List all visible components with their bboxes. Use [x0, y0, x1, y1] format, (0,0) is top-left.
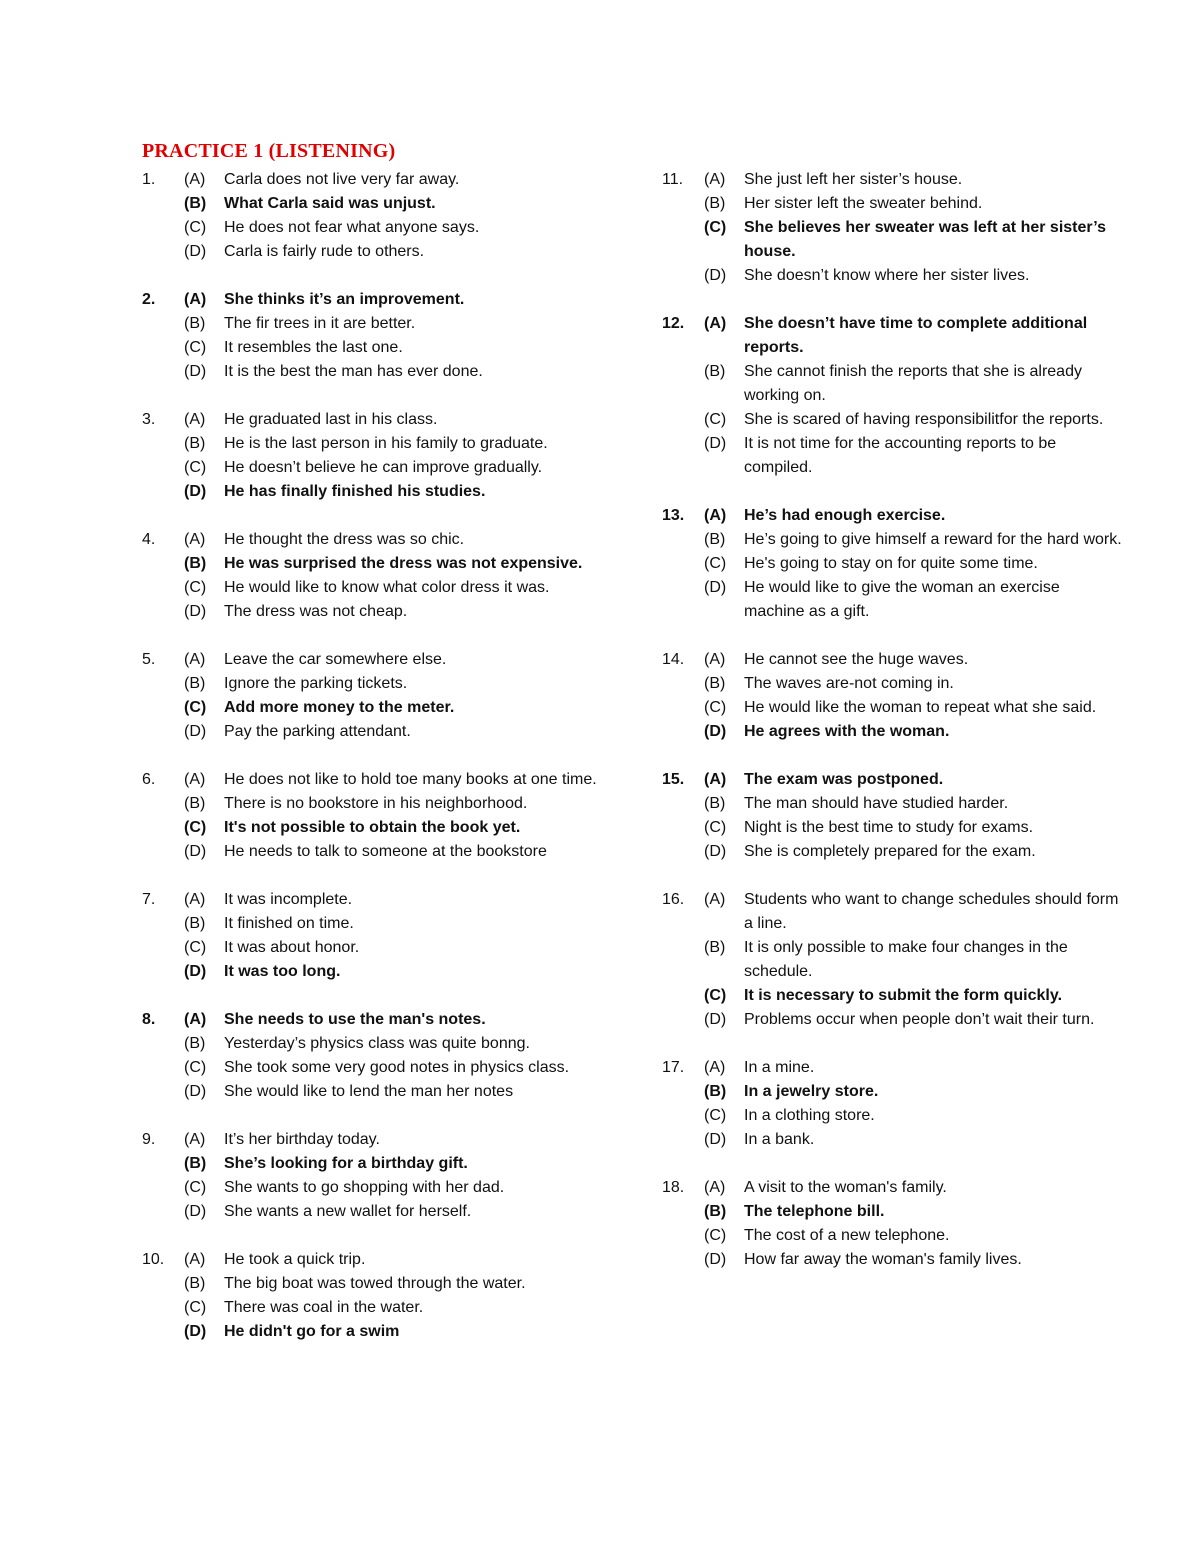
- option-text: How far away the woman's family lives.: [744, 1251, 1022, 1268]
- option-letter: (C): [184, 1059, 207, 1076]
- answer-option: [662, 192, 1122, 216]
- option-text: It’s her birthday today.: [224, 1131, 380, 1148]
- option-text: He’s had enough exercise.: [744, 507, 946, 524]
- option-text: He agrees with the woman.: [744, 723, 950, 740]
- answer-option: [142, 216, 612, 240]
- option-text: She’s looking for a birthday gift.: [224, 1155, 468, 1172]
- question-5: [142, 648, 612, 744]
- option-letter: (B): [704, 939, 726, 956]
- option-text: It was incomplete.: [224, 891, 353, 908]
- option-text: The cost of a new telephone.: [744, 1227, 950, 1244]
- option-letter: (C): [184, 819, 207, 836]
- option-letter: (D): [184, 483, 207, 500]
- option-text: He does not fear what anyone says.: [224, 219, 480, 236]
- option-text: It is only possible to make four changes in the schedule.: [744, 939, 1068, 980]
- answer-option: [662, 168, 1122, 192]
- question-7: [142, 888, 612, 984]
- option-text: Problems occur when people don’t wait their turn.: [744, 1011, 1095, 1028]
- option-text: Her sister left the sweater behind.: [744, 195, 983, 212]
- answer-option-correct: [142, 1008, 612, 1032]
- question-number: 11.: [662, 171, 684, 188]
- option-text: There was coal in the water.: [224, 1299, 424, 1316]
- answer-option-correct: [662, 720, 1122, 744]
- option-text: It finished on time.: [224, 915, 354, 932]
- option-letter: (D): [184, 363, 207, 380]
- answer-option-correct: [142, 816, 612, 840]
- option-text: In a bank.: [744, 1131, 815, 1148]
- answer-option: [142, 912, 612, 936]
- option-text: She just left her sister’s house.: [744, 171, 963, 188]
- option-text: Leave the car somewhere else.: [224, 651, 447, 668]
- option-letter: (D): [184, 963, 207, 980]
- answer-option: [142, 240, 612, 264]
- question-number: 10.: [142, 1251, 165, 1268]
- option-letter: (D): [184, 603, 207, 620]
- option-letter: (A): [704, 507, 727, 524]
- answer-option: [662, 408, 1122, 432]
- option-letter: (D): [184, 843, 207, 860]
- answer-option: [662, 672, 1122, 696]
- answer-option: [142, 168, 612, 192]
- answer-option: [662, 1176, 1122, 1200]
- option-letter: (A): [184, 651, 206, 668]
- answer-option: [142, 360, 612, 384]
- option-text: It is the best the man has ever done.: [224, 363, 483, 380]
- answer-option: [142, 600, 612, 624]
- option-text: The dress was not cheap.: [224, 603, 408, 620]
- option-text: Pay the parking attendant.: [224, 723, 411, 740]
- option-letter: (B): [184, 315, 206, 332]
- page-title: PRACTICE 1 (LISTENING): [142, 140, 396, 162]
- option-letter: (D): [184, 1083, 207, 1100]
- option-text: It resembles the last one.: [224, 339, 403, 356]
- answer-option-correct: [662, 504, 1122, 528]
- option-text: She took some very good notes in physics class.: [224, 1059, 570, 1076]
- answer-option: [662, 696, 1122, 720]
- option-text: He cannot see the huge waves.: [744, 651, 969, 668]
- question-11: [662, 168, 1122, 288]
- option-text: She wants a new wallet for herself.: [224, 1203, 472, 1220]
- option-text: What Carla said was unjust.: [224, 195, 436, 212]
- question-number: 4.: [142, 531, 156, 548]
- option-letter: (A): [704, 1059, 726, 1076]
- option-letter: (A): [184, 411, 206, 428]
- option-letter: (B): [184, 1275, 206, 1292]
- left-column: [142, 168, 612, 1368]
- option-text: She is completely prepared for the exam.: [744, 843, 1036, 860]
- option-letter: (B): [184, 555, 207, 572]
- question-4: [142, 528, 612, 624]
- answer-option: [662, 1008, 1122, 1032]
- question-15: [662, 768, 1122, 864]
- option-text: He’s going to give himself a reward for the hard work.: [744, 531, 1122, 548]
- option-letter: (B): [184, 915, 206, 932]
- answer-option-correct: [662, 1080, 1122, 1104]
- option-text: He graduated last in his class.: [224, 411, 438, 428]
- option-text: He was surprised the dress was not expensive.: [224, 555, 583, 572]
- option-letter: (C): [184, 699, 207, 716]
- option-text: In a clothing store.: [744, 1107, 875, 1124]
- answer-option: [662, 840, 1122, 864]
- option-letter: (B): [184, 675, 206, 692]
- answer-option-correct: [662, 768, 1122, 792]
- answer-option: [662, 360, 1122, 408]
- answer-option: [662, 552, 1122, 576]
- answer-option: [142, 1176, 612, 1200]
- option-text: Ignore the parking tickets.: [224, 675, 408, 692]
- option-text: The waves are-not coming in.: [744, 675, 954, 692]
- right-column: [662, 168, 1122, 1296]
- option-letter: (A): [184, 1011, 207, 1028]
- option-text: A visit to the woman's family.: [744, 1179, 947, 1196]
- question-number: 8.: [142, 1011, 156, 1028]
- option-letter: (B): [704, 675, 726, 692]
- question-3: [142, 408, 612, 504]
- option-text: The exam was postponed.: [744, 771, 944, 788]
- option-text: She doesn’t have time to complete additional reports.: [744, 315, 1088, 356]
- option-text: Carla does not live very far away.: [224, 171, 460, 188]
- option-letter: (B): [184, 195, 207, 212]
- answer-option: [142, 720, 612, 744]
- question-1: [142, 168, 612, 264]
- answer-option: [142, 312, 612, 336]
- option-letter: (A): [704, 771, 727, 788]
- option-text: The fir trees in it are better.: [224, 315, 416, 332]
- option-text: She doesn’t know where her sister lives.: [744, 267, 1030, 284]
- option-text: She thinks it’s an improvement.: [224, 291, 465, 308]
- option-letter: (C): [704, 699, 727, 716]
- answer-option-correct: [142, 192, 612, 216]
- option-letter: (D): [704, 1011, 727, 1028]
- option-letter: (B): [704, 1203, 727, 1220]
- answer-option: [142, 792, 612, 816]
- question-number: 12.: [662, 315, 685, 332]
- answer-option: [662, 528, 1122, 552]
- answer-option: [662, 264, 1122, 288]
- answer-option: [142, 576, 612, 600]
- answer-option: [142, 1032, 612, 1056]
- option-letter: (C): [704, 1227, 727, 1244]
- option-letter: (C): [704, 819, 727, 836]
- option-letter: (A): [704, 315, 727, 332]
- option-text: Carla is fairly rude to others.: [224, 243, 425, 260]
- option-letter: (D): [704, 1131, 727, 1148]
- option-text: It is necessary to submit the form quickly.: [744, 987, 1063, 1004]
- option-text: There is no bookstore in his neighborhood.: [224, 795, 528, 812]
- option-letter: (A): [184, 1251, 206, 1268]
- option-text: Yesterday’s physics class was quite bonng.: [224, 1035, 530, 1052]
- option-letter: (C): [184, 1299, 207, 1316]
- option-letter: (A): [184, 531, 206, 548]
- option-text: It was too long.: [224, 963, 341, 980]
- question-2: [142, 288, 612, 384]
- answer-option: [662, 936, 1122, 984]
- option-text: He is the last person in his family to graduate.: [224, 435, 548, 452]
- option-letter: (A): [704, 1179, 726, 1196]
- answer-option: [662, 1224, 1122, 1248]
- answer-option: [142, 1056, 612, 1080]
- option-letter: (D): [704, 843, 727, 860]
- answer-option-correct: [142, 288, 612, 312]
- answer-option: [662, 888, 1122, 936]
- question-number: 18.: [662, 1179, 685, 1196]
- option-text: In a jewelry store.: [744, 1083, 879, 1100]
- question-6: [142, 768, 612, 864]
- option-letter: (C): [184, 579, 207, 596]
- option-text: In a mine.: [744, 1059, 815, 1076]
- option-letter: (A): [184, 891, 206, 908]
- option-letter: (B): [704, 195, 726, 212]
- option-letter: (A): [704, 651, 726, 668]
- question-10: [142, 1248, 612, 1344]
- question-number: 17.: [662, 1059, 685, 1076]
- option-text: She would like to lend the man her notes: [224, 1083, 514, 1100]
- answer-option: [142, 936, 612, 960]
- answer-option-correct: [142, 960, 612, 984]
- answer-option: [142, 1080, 612, 1104]
- answer-option: [142, 768, 612, 792]
- answer-option-correct: [142, 480, 612, 504]
- option-letter: (B): [184, 795, 206, 812]
- answer-option: [142, 1248, 612, 1272]
- answer-option: [662, 1248, 1122, 1272]
- option-letter: (B): [704, 795, 726, 812]
- option-letter: (C): [704, 555, 727, 572]
- option-text: Add more money to the meter.: [224, 699, 455, 716]
- option-letter: (A): [184, 1131, 206, 1148]
- answer-option-correct: [662, 216, 1122, 264]
- option-letter: (B): [184, 1155, 207, 1172]
- answer-option: [662, 648, 1122, 672]
- option-letter: (C): [704, 411, 727, 428]
- question-number: 16.: [662, 891, 685, 908]
- answer-option: [662, 1056, 1122, 1080]
- option-letter: (A): [704, 171, 726, 188]
- question-8: [142, 1008, 612, 1104]
- question-number: 13.: [662, 507, 685, 524]
- option-letter: (D): [704, 435, 727, 452]
- answer-option: [662, 432, 1122, 480]
- question-number: 7.: [142, 891, 156, 908]
- answer-option: [142, 528, 612, 552]
- option-letter: (C): [184, 459, 207, 476]
- option-text: The man should have studied harder.: [744, 795, 1009, 812]
- option-letter: (D): [704, 579, 727, 596]
- answer-option: [142, 456, 612, 480]
- answer-option-correct: [662, 312, 1122, 360]
- option-text: He didn't go for a swim: [224, 1323, 400, 1340]
- answer-option-correct: [142, 1320, 612, 1344]
- answer-option-correct: [142, 552, 612, 576]
- question-number: 2.: [142, 291, 156, 308]
- option-text: It's not possible to obtain the book yet.: [224, 819, 521, 836]
- question-number: 5.: [142, 651, 156, 668]
- answer-option: [142, 648, 612, 672]
- answer-option: [662, 1128, 1122, 1152]
- option-text: She cannot finish the reports that she is already working on.: [744, 363, 1082, 404]
- option-letter: (C): [184, 339, 207, 356]
- option-letter: (B): [704, 363, 726, 380]
- option-text: Students who want to change schedules should form a line.: [744, 891, 1119, 932]
- option-text: He needs to talk to someone at the bookstore: [224, 843, 547, 860]
- answer-option: [142, 888, 612, 912]
- option-text: She believes her sweater was left at her sister’s house.: [744, 219, 1106, 260]
- answer-option: [142, 840, 612, 864]
- option-text: She needs to use the man's notes.: [224, 1011, 486, 1028]
- option-letter: (B): [704, 531, 726, 548]
- option-letter: (C): [704, 219, 727, 236]
- option-text: He's going to stay on for quite some time.: [744, 555, 1038, 572]
- option-text: He doesn’t believe he can improve gradually.: [224, 459, 543, 476]
- option-letter: (D): [184, 1203, 207, 1220]
- option-text: He would like to give the woman an exercise machine as a gift.: [744, 579, 1060, 620]
- question-number: 1.: [142, 171, 156, 188]
- option-text: It is not time for the accounting reports to be compiled.: [744, 435, 1057, 476]
- option-text: He thought the dress was so chic.: [224, 531, 465, 548]
- option-letter: (C): [184, 939, 207, 956]
- answer-option: [662, 792, 1122, 816]
- option-letter: (C): [704, 987, 727, 1004]
- question-18: [662, 1176, 1122, 1272]
- answer-option: [662, 816, 1122, 840]
- option-letter: (A): [704, 891, 726, 908]
- option-text: She wants to go shopping with her dad.: [224, 1179, 505, 1196]
- option-text: She is scared of having responsibilitfor the reports.: [744, 411, 1104, 428]
- question-12: [662, 312, 1122, 480]
- option-text: He would like the woman to repeat what she said.: [744, 699, 1097, 716]
- option-text: He took a quick trip.: [224, 1251, 366, 1268]
- answer-option: [142, 1128, 612, 1152]
- option-letter: (B): [184, 435, 206, 452]
- option-text: He would like to know what color dress it was.: [224, 579, 550, 596]
- question-number: 15.: [662, 771, 685, 788]
- answer-option-correct: [662, 984, 1122, 1008]
- question-16: [662, 888, 1122, 1032]
- answer-option: [142, 1272, 612, 1296]
- question-14: [662, 648, 1122, 744]
- option-text: It was about honor.: [224, 939, 360, 956]
- question-17: [662, 1056, 1122, 1152]
- option-letter: (B): [704, 1083, 727, 1100]
- answer-option: [142, 336, 612, 360]
- option-letter: (A): [184, 771, 206, 788]
- answer-option: [142, 432, 612, 456]
- option-text: He has finally finished his studies.: [224, 483, 486, 500]
- answer-option: [142, 408, 612, 432]
- option-text: He does not like to hold toe many books at one time.: [224, 771, 597, 788]
- option-letter: (D): [704, 723, 727, 740]
- answer-option: [142, 1200, 612, 1224]
- option-letter: (A): [184, 291, 207, 308]
- option-letter: (C): [184, 1179, 207, 1196]
- answer-option: [662, 1104, 1122, 1128]
- question-number: 14.: [662, 651, 685, 668]
- question-number: 9.: [142, 1131, 156, 1148]
- option-letter: (C): [704, 1107, 727, 1124]
- option-letter: (A): [184, 171, 206, 188]
- option-text: Night is the best time to study for exams.: [744, 819, 1034, 836]
- option-letter: (D): [184, 1323, 207, 1340]
- answer-option: [142, 1296, 612, 1320]
- option-letter: (D): [704, 1251, 727, 1268]
- option-letter: (C): [184, 219, 207, 236]
- option-letter: (D): [184, 723, 207, 740]
- answer-option: [142, 672, 612, 696]
- question-number: 3.: [142, 411, 156, 428]
- option-letter: (D): [704, 267, 727, 284]
- question-13: [662, 504, 1122, 624]
- answer-option: [662, 576, 1122, 624]
- answer-option-correct: [142, 696, 612, 720]
- question-number: 6.: [142, 771, 156, 788]
- option-letter: (B): [184, 1035, 206, 1052]
- answer-option-correct: [662, 1200, 1122, 1224]
- question-9: [142, 1128, 612, 1224]
- option-letter: (D): [184, 243, 207, 260]
- option-text: The big boat was towed through the water.: [224, 1275, 526, 1292]
- option-text: The telephone bill.: [744, 1203, 885, 1220]
- answer-option-correct: [142, 1152, 612, 1176]
